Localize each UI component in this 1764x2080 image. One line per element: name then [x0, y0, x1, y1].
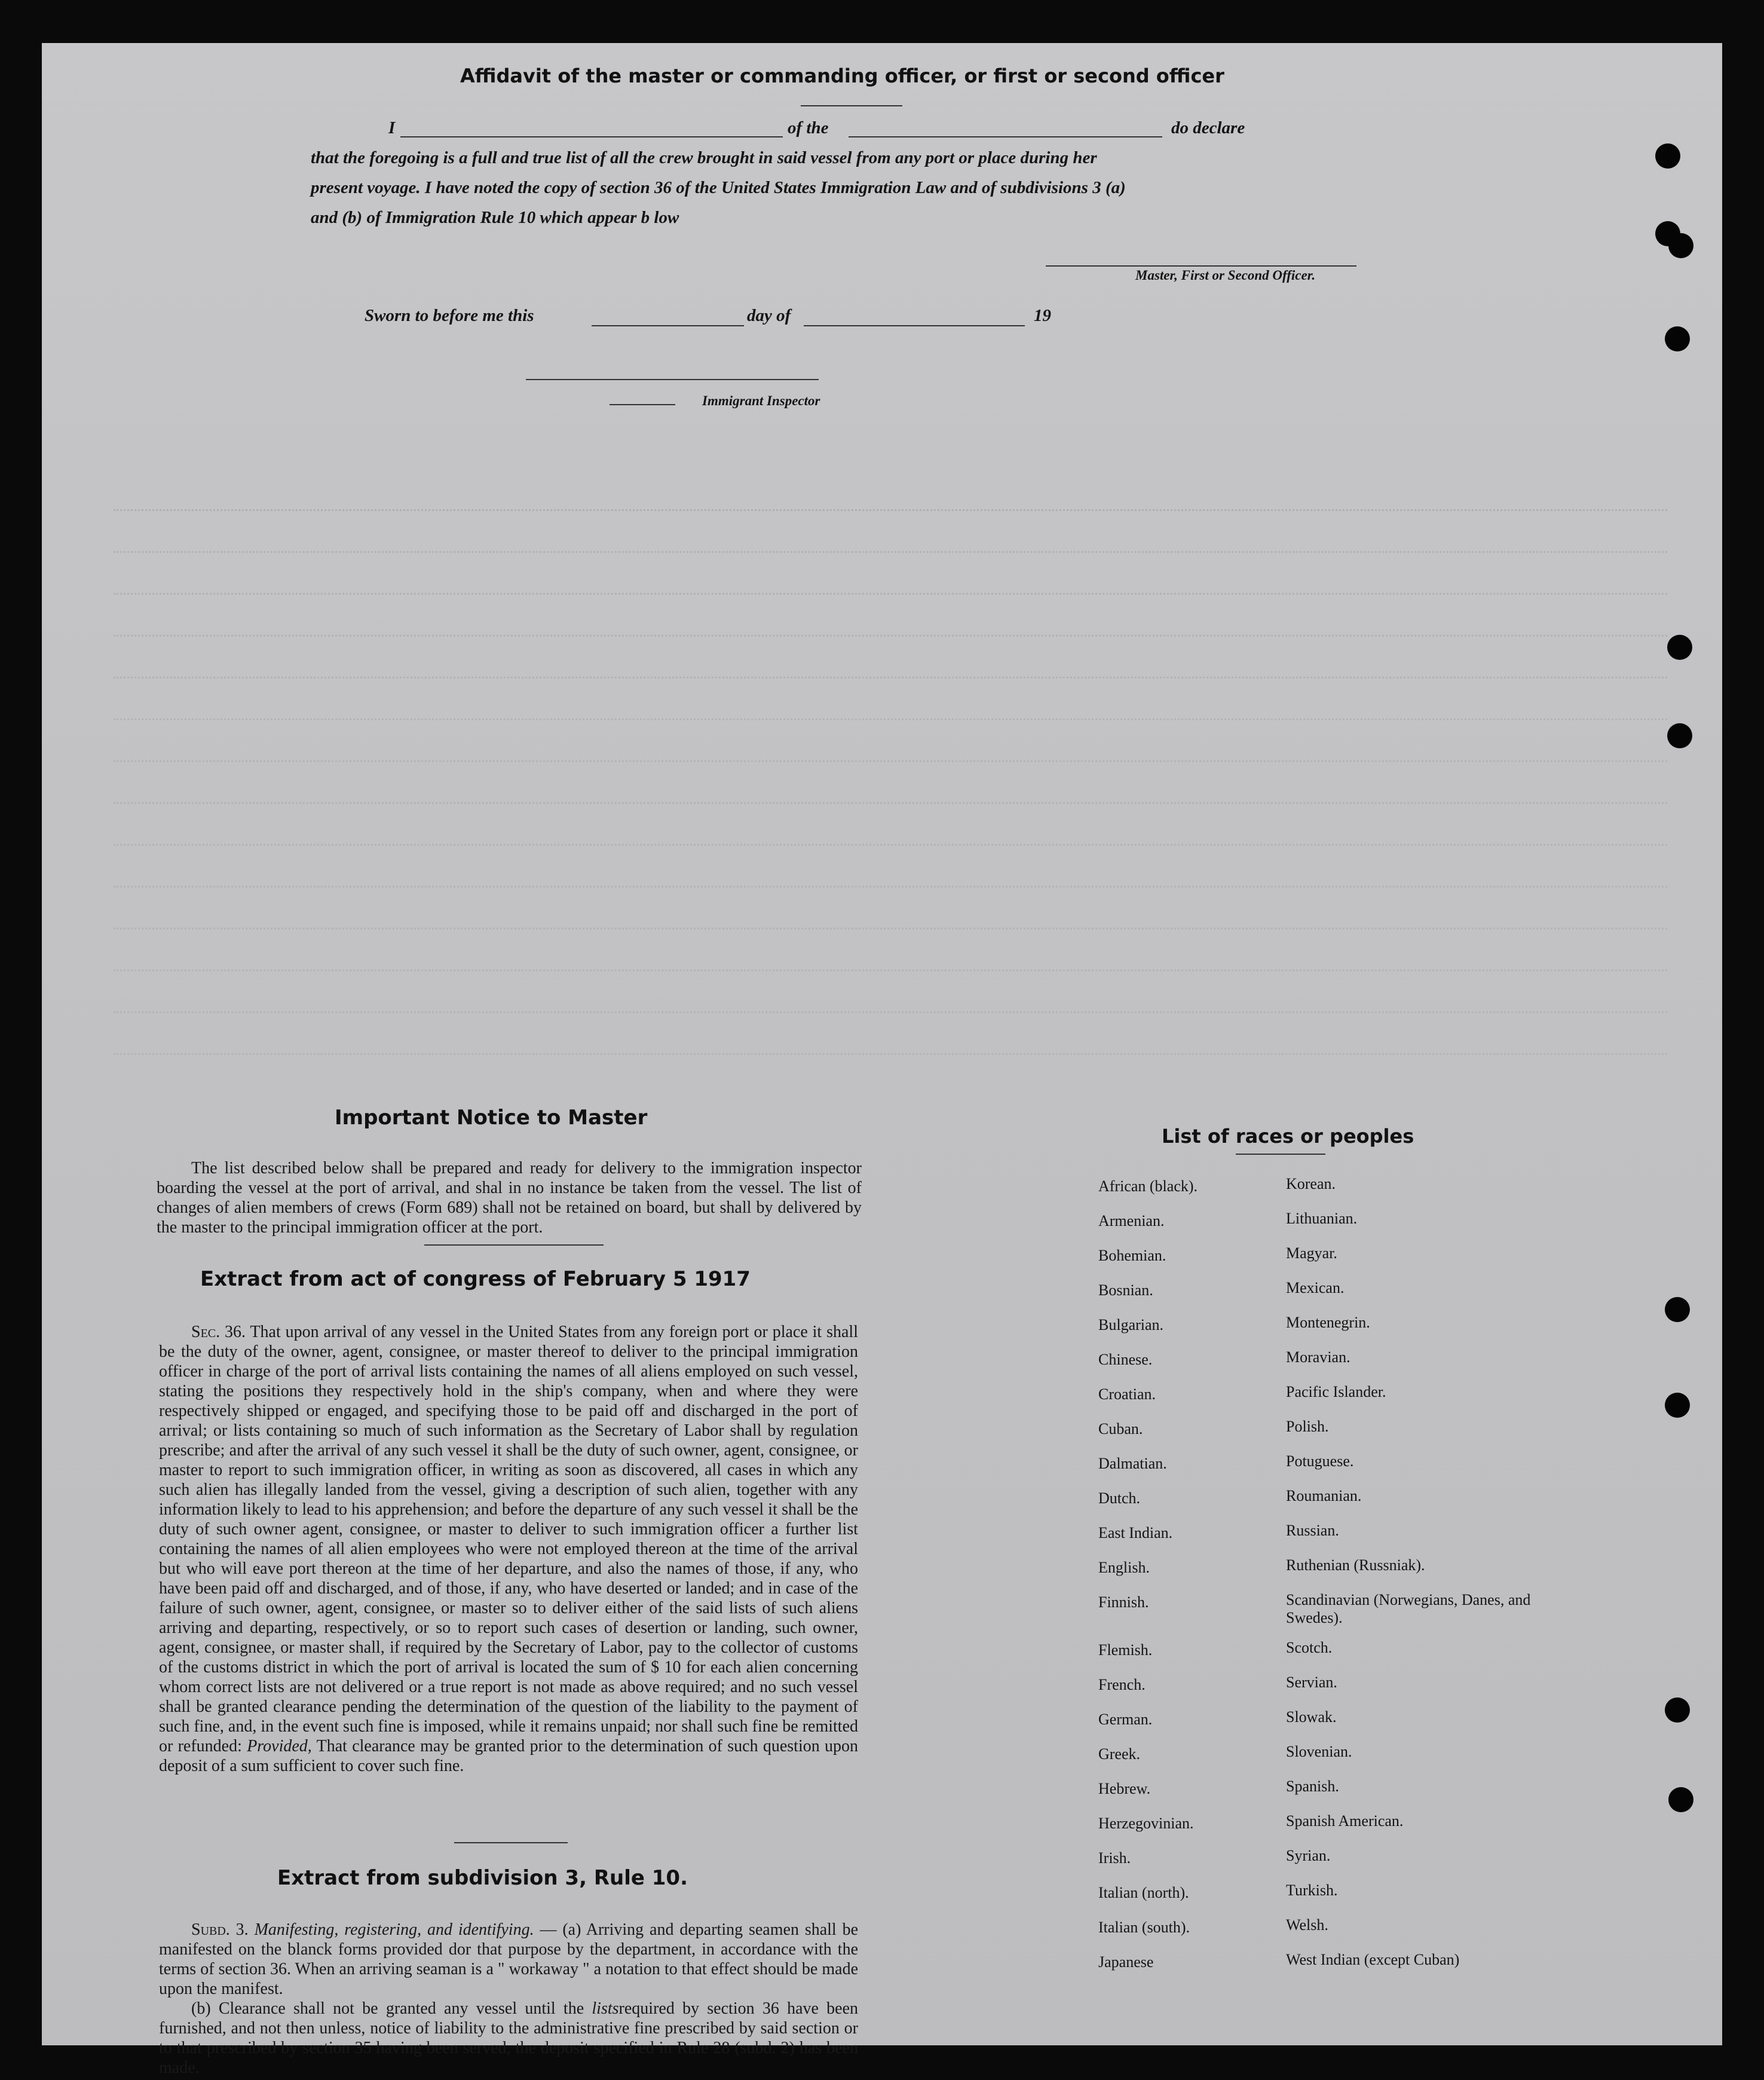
extract-rule-title: Extract from subdivision 3, Rule 10. — [277, 1866, 688, 1890]
punch-hole-icon — [1665, 1393, 1690, 1418]
extract-act-text — [159, 1322, 858, 1776]
subd-para-a: — (a) Arriving and departing seamen shall be manifested on the blanck forms provided dor that purpose by the department, in accordance with the terms of section 36. When an arriving seaman is a " workaway " a notation to that effect should be made upon the manifest. — [159, 1920, 859, 1998]
extract-act-divider — [454, 1842, 568, 1843]
race-item: Japanese — [1098, 1953, 1154, 1971]
race-item: Chinese. — [1098, 1351, 1153, 1368]
race-item: Servian. — [1286, 1674, 1337, 1691]
race-item: Herzegovinian. — [1098, 1815, 1194, 1832]
affidavit-i: I — [388, 118, 396, 137]
race-item: Spanish American. — [1286, 1812, 1404, 1830]
race-item: Greek. — [1098, 1745, 1141, 1763]
race-item: Flemish. — [1098, 1641, 1153, 1659]
race-item: West Indian (except Cuban) — [1286, 1951, 1460, 1968]
race-item: Armenian. — [1098, 1212, 1165, 1229]
master-signature-line — [1046, 265, 1356, 267]
punch-hole-icon — [1668, 233, 1693, 258]
name-blank — [400, 136, 783, 137]
extract-act-title: Extract from act of congress of February 5 1917 — [200, 1267, 751, 1291]
sworn-prefix: Sworn to before me this — [365, 306, 534, 325]
race-item: Moravian. — [1286, 1348, 1350, 1366]
punch-hole-icon — [1655, 143, 1680, 169]
race-item: Irish. — [1098, 1849, 1131, 1867]
punch-hole-icon — [1668, 1787, 1693, 1812]
punch-hole-icon — [1665, 1297, 1690, 1322]
race-item: German. — [1098, 1711, 1153, 1728]
race-item: Roumanian. — [1286, 1487, 1362, 1504]
race-item: English. — [1098, 1559, 1150, 1576]
race-item: Spanish. — [1286, 1778, 1339, 1795]
race-item: Hebrew. — [1098, 1780, 1151, 1797]
race-item: Italian (south). — [1098, 1919, 1190, 1936]
subd-para-b-start: (b) Clearance shall not be granted any vessel until the — [191, 1999, 584, 2018]
document-sheet — [42, 43, 1722, 2077]
affidavit-do-declare: do declare — [1171, 118, 1245, 137]
subd-label: Subd. 3. — [191, 1920, 249, 1939]
punch-hole-icon — [1665, 1697, 1690, 1723]
affidavit-line-2: that the foregoing is a full and true list of all the crew brought in said vessel from any port or place during her — [311, 148, 1097, 167]
affidavit-of-the: of the — [788, 118, 829, 137]
race-item: African (black). — [1098, 1177, 1198, 1195]
section-36-text: That upon arrival of any vessel in the United States from any foreign port or place it shall be the duty of the owner, agent, consignee, or master thereof to deliver to the principal immigration officer in charge of the port of arrival lists containing the names of all aliens employed on such vessel, stating the positions they respectively hold in the ship's company, when and where they were respectively shipped or engaged, and specifying those to be paid off and discharged in the port of arrival; or lists containing so much of such information as the Secretary of Labor shall by regulation prescribe; and after the arrival of any such vessel it shall be the duty of such owner, agent, consignee, or master to report to such immigration officer, in writing as soon as discovered, all cases in which any such alien has illegally landed from the vessel, giving a description of such alien, together with any information likely to lead to his apprehension; and before the departure of any such vessel it shall be the duty of such owner agent, consignee, or master to deliver to such immigration officer a further list containing the names of all alien employees who were not employed thereon at the time of the arrival but who will eave port thereon at the time of her departure, and also the names of those, if any, who have been paid off and discharged, and of those, if any, who have deserted or landed; and in case of the failure of such owner, agent, consignee, or master so to deliver either of the said lists of such aliens arriving and departing, respectively, or so to report such cases of desertion or landing, such owner, agent, consignee, or master shall, if required by the Secretary of Labor, pay to the collector of customs of the customs district in which the port of arrival is located the sum of $ 10 for each alien concerning whom correct lists are not delivered or a true report is not made as above required; and no such vessel shall be granted clearance pending the determination of the question of the liability to the payment of such fine, and, in the event such fine is imposed, while it remains unpaid; nor shall such fine be remitted or refunded: — [159, 1323, 858, 1755]
race-item: Pacific Islander. — [1286, 1383, 1386, 1400]
punch-hole-icon — [1665, 326, 1690, 351]
scan-border-right — [1722, 0, 1764, 2080]
race-item: Lithuanian. — [1286, 1210, 1358, 1227]
master-signature-label: Master, First or Second Officer. — [1135, 268, 1316, 283]
scan-border-left — [0, 0, 42, 2080]
race-item: Cuban. — [1098, 1420, 1143, 1437]
affidavit-line-3: present voyage. I have noted the copy of section 36 of the United States Immigration Law and of subdivisions 3 (a) — [311, 178, 1126, 197]
race-item: East Indian. — [1098, 1524, 1173, 1541]
provided-word: Provided, — [247, 1737, 312, 1755]
races-right-column — [1286, 1175, 1537, 1986]
race-item: Magyar. — [1286, 1244, 1337, 1262]
affidavit-body — [311, 118, 1404, 238]
extract-rule-text — [159, 1920, 858, 2078]
race-item: Dutch. — [1098, 1489, 1141, 1507]
race-item: French. — [1098, 1676, 1146, 1693]
races-left-column — [1098, 1177, 1278, 1988]
race-item: Mexican. — [1286, 1279, 1345, 1296]
races-title-rule — [1236, 1154, 1325, 1155]
race-item: Montenegrin. — [1286, 1314, 1370, 1331]
race-item: Bosnian. — [1098, 1281, 1153, 1299]
punch-hole-icon — [1667, 635, 1692, 660]
sworn-month-blank — [804, 325, 1025, 326]
affidavit-line-4: and (b) of Immigration Rule 10 which appear b low — [311, 208, 679, 227]
race-item: Italian (north). — [1098, 1884, 1189, 1901]
race-item: Bulgarian. — [1098, 1316, 1164, 1333]
race-item: Potuguese. — [1286, 1452, 1354, 1470]
notice-divider — [424, 1244, 604, 1246]
race-item: Korean. — [1286, 1175, 1336, 1192]
punch-hole-icon — [1667, 723, 1692, 748]
race-item: Scotch. — [1286, 1639, 1333, 1656]
notice-title: Important Notice to Master — [335, 1106, 648, 1130]
race-item: Polish. — [1286, 1418, 1329, 1435]
race-item: Russian. — [1286, 1522, 1339, 1539]
sworn-day-blank — [592, 325, 744, 326]
subd-para-b-end: required by section 36 have been furnished, and not then unless, notice of liability to the administrative fine prescribed by said section or to that prescribed by section 35 having been served, the deposit specified in Rule 28 (subd. 2) has been made. — [159, 1999, 859, 2077]
race-item: Finnish. — [1098, 1593, 1149, 1611]
notice-text: The list described below shall be prepared and ready for delivery to the immigration inspector boarding the vessel at the port of arrival, and shal in no instance be taken from the vessel. The list of changes of alien members of crews (Form 689) shall not be retained on board, but shall by delivered by the master to the principal immigration officer at the port. — [157, 1159, 862, 1237]
inspector-signature-line — [526, 379, 819, 380]
race-item: Dalmatian. — [1098, 1455, 1167, 1472]
scan-border-top — [0, 0, 1764, 43]
race-item: Slowak. — [1286, 1708, 1337, 1726]
sworn-day-of: day of — [747, 306, 791, 325]
race-item: Scandinavian (Norwegians, Danes, and Swedes). — [1286, 1591, 1531, 1626]
vessel-blank — [849, 136, 1162, 137]
races-title: List of races or peoples — [1162, 1125, 1414, 1148]
race-item: Ruthenian (Russniak). — [1286, 1556, 1425, 1574]
section-36-text-end: That clearance may be granted prior to the determination of such question upon deposit of a sum sufficient to cover such fine. — [159, 1737, 859, 1775]
race-item: Turkish. — [1286, 1882, 1338, 1899]
race-item: Slovenian. — [1286, 1743, 1352, 1760]
race-item: Syrian. — [1286, 1847, 1331, 1864]
inspector-label: Immigrant Inspector — [702, 393, 820, 408]
subd-para-b-lists: lists — [592, 1999, 619, 2018]
affidavit-title: Affidavit of the master or commanding officer, or first or second officer — [460, 65, 1224, 87]
affidavit-title-rule — [801, 105, 902, 106]
race-item: Bohemian. — [1098, 1247, 1166, 1264]
sworn-line — [365, 306, 1117, 336]
subd-heading: Manifesting, registering, and identifying. — [254, 1920, 534, 1939]
inspector-short-line — [610, 404, 675, 405]
sworn-year: 19 — [1034, 306, 1051, 325]
race-item: Welsh. — [1286, 1916, 1328, 1934]
race-item: Croatian. — [1098, 1385, 1156, 1403]
section-label: Sec. 36. — [191, 1323, 246, 1341]
